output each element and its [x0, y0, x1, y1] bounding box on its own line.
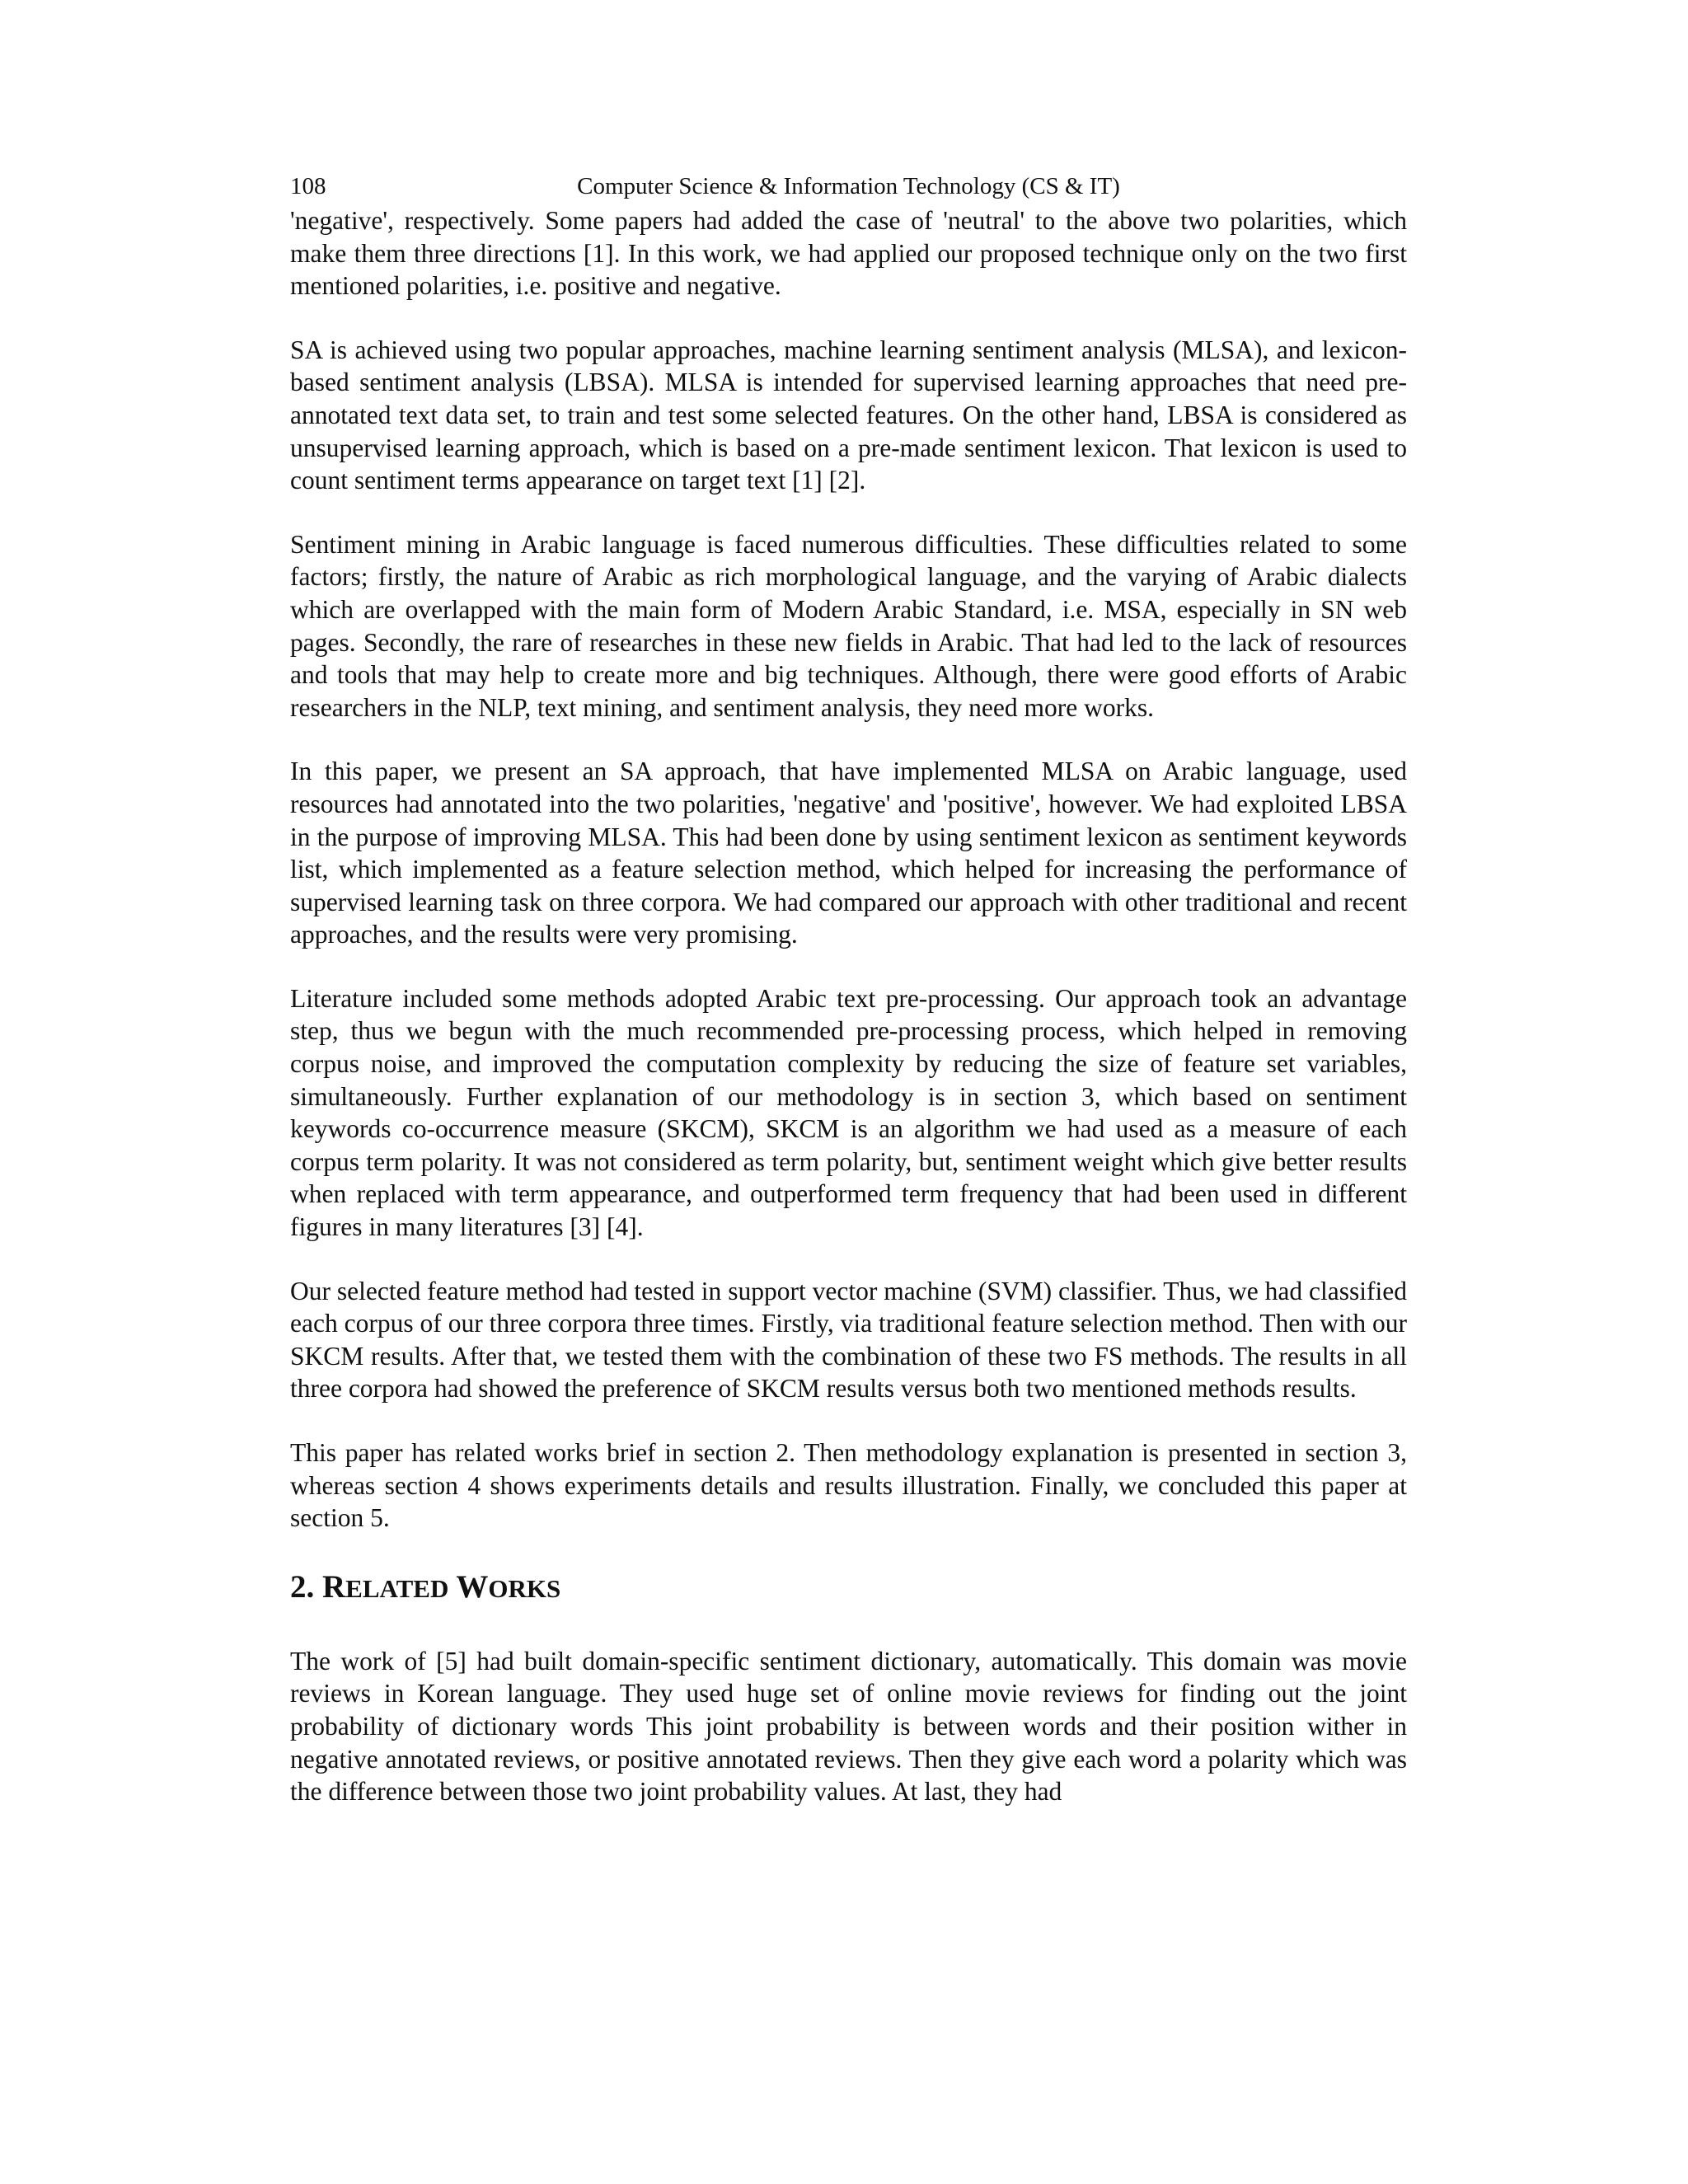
paragraph-present-approach: In this paper, we present an SA approach, that have implemented MLSA on Arabic language, used resources had annotated into the two polarities, 'negative' and 'positive', however. We had exploited LBSA in the purpose of improving MLSA. This had been done by using sentiment lexicon as sentiment keywords list, which implemented as a feature selection method, which helped for increasing the performance of supervised learning task on three corpora. We had compared our approach with other traditional and recent approaches, and the results were very promising. — [290, 757, 1407, 949]
journal-title: Computer Science & Information Technology (CS & IT) — [577, 173, 1120, 199]
paragraph-preprocessing: Literature included some methods adopted Arabic text pre-processing. Our approach took an advantage step, thus we begun with the much recommended pre-processing process, which helped in removing corpus noise, and improved the computation complexity by reducing the size of feature set variables, simultaneously. Further explanation of our methodology is in section 3, which based on sentiment keywords co-occurrence measure (SKCM), SKCM is an algorithm we had used as a measure of each corpus term polarity. It was not considered as term polarity, but, sentiment weight which give better results when replaced with term appearance, and outperformed term frequency that had been used in different figures in many literatures [3] [4]. — [290, 983, 1407, 1242]
section-heading-related-works — [290, 1566, 1407, 1610]
paragraph-paper-outline: This paper has related works brief in section 2. Then methodology explanation is presented in section 3, whereas section 4 shows experiments details and results illustration. Finally, we concluded this paper at section 5. — [290, 1438, 1407, 1533]
paragraph-arabic-difficulties: Sentiment mining in Arabic language is faced numerous difficulties. These difficulties related to some factors; firstly, the nature of Arabic as rich morphological language, and the varying of Arabic dialects which are overlapped with the main form of Modern Arabic Standard, i.e. MSA, especially in SN web pages. Secondly, the rare of researches in these new fields in Arabic. That had led to the lack of resources and tools that may help to create more and big techniques. Although, there were good efforts of Arabic researchers in the NLP, text mining, and sentiment analysis, they need more works. — [290, 529, 1407, 722]
section-number: 2. — [290, 1568, 315, 1605]
section-title-initial-1: R — [322, 1568, 346, 1605]
running-header — [290, 170, 1407, 203]
section-title-initial-2: W — [456, 1568, 489, 1605]
paragraph-svm-classifier: Our selected feature method had tested in support vector machine (SVM) classifier. Thus, we had classified each corpus of our three corpora three times. Firstly, via traditional feature selection method. Then with our SKCM results. After that, we tested them with the combination of these two FS methods. The results in all three corpora had showed the preference of SKCM results versus both two mentioned methods results. — [290, 1276, 1407, 1404]
section-title-rest-2: ORKS — [488, 1573, 561, 1603]
page-number: 108 — [290, 173, 326, 199]
body-text — [290, 204, 1407, 1840]
paragraph-sa-approaches: SA is achieved using two popular approaches, machine learning sentiment analysis (MLSA), and lexicon-based sentiment analysis (LBSA). MLSA is intended for supervised learning approaches that need pre-annotated text data set, to train and test some selected features. On the other hand, LBSA is considered as unsupervised learning approach, which is based on a pre-made sentiment lexicon. That lexicon is used to count sentiment terms appearance on target text [1] [2]. — [290, 335, 1407, 495]
section-title-rest-1: ELATED — [345, 1573, 449, 1603]
paragraph-intro-polarities: 'negative', respectively. Some papers had added the case of 'neutral' to the above two polarities, which make them three directions [1]. In this work, we had applied our proposed technique only on the two first mentioned polarities, i.e. positive and negative. — [290, 206, 1407, 301]
paragraph-related-work-5: The work of [5] had built domain-specific sentiment dictionary, automatically. This domain was movie reviews in Korean language. They used huge set of online movie reviews for finding out the joint probability of dictionary words This joint probability is between words and their position wither in negative annotated reviews, or positive annotated reviews. Then they give each word a polarity which was the difference between those two joint probability values. At last, they had — [290, 1646, 1407, 1807]
